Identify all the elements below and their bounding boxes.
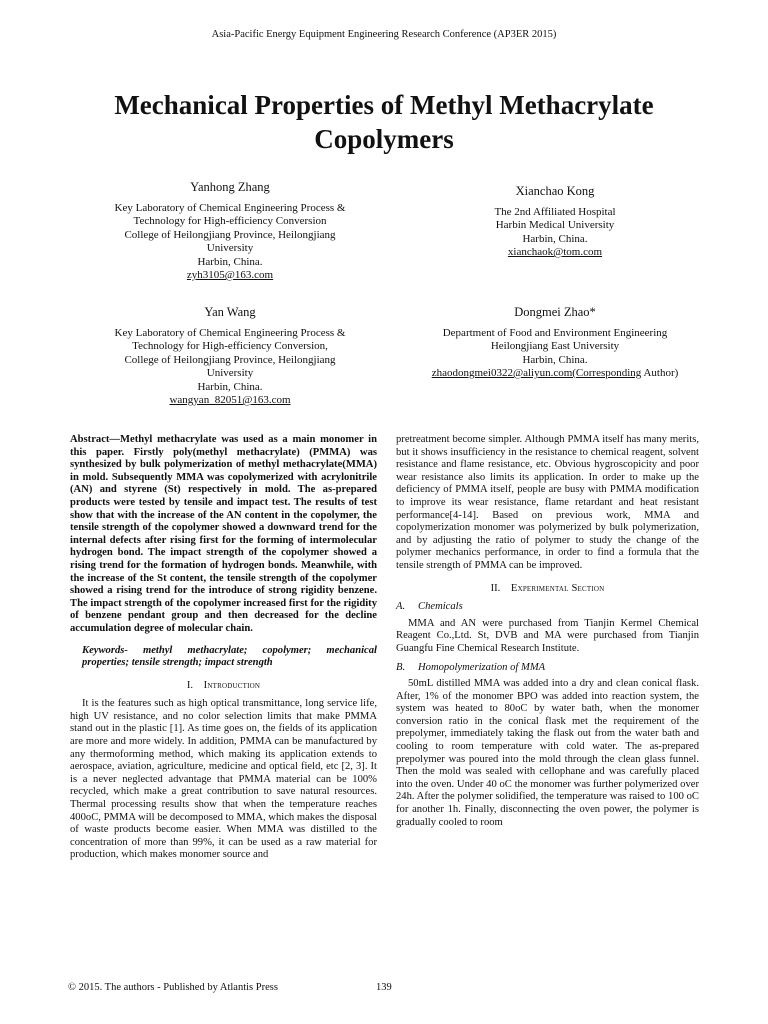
subsection-title: Homopolymerization of MMA (418, 661, 546, 673)
author-affiliation-line: Harbin Medical University (495, 219, 615, 231)
title-line-2: Copolymers (314, 124, 454, 154)
page-number: 139 (376, 982, 392, 993)
footer-copyright: © 2015. The authors - Published by Atlantis Press (68, 982, 278, 993)
introduction-continued-paragraph: pretreatment become simpler. Although PMMA itself has many merits, but it shows insufficiency in the resistance to chemical reagent, solvent resistance and flame resistance, etc. Obvious hygroscopicity and poor wear resistance also limits its application. In order to make up the deficiency of PMMA itself, people are busy with PMMA modification to improve its wear resistance, flame retardant and heat resistant performance[4-14]. Based on previous work, MMA and copolymerization monomer was polymerized by bulk polymerization, and by adjusting the ratio of polymer to study the change of the polymer mechanics performance, in order to find a formula that the tensile strength of PMMA can be improved. (396, 434, 699, 571)
left-column (70, 434, 377, 862)
author-affiliation-line: College of Heilongjiang Province, Heilongjiang (124, 353, 336, 366)
introduction-paragraph: It is the features such as high optical transmittance, long service life, high UV resistance, and no color selection limits that make PMMA stand out in the plastic [1]. As time goes on, the fields of its application are more and more widely. In addition, PMMA can be manufactured by any thermoforming method, which making its application extends to aerospace, aviation, agriculture, medicine and optical field, etc [2, 3]. It is a never neglected advantage that PMMA material can be 100% recycled, which make a great contribution to save natural resources. Thermal processing results show that when the temperature reaches 400oC, PMMA will be decomposed to MMA, which makes the disposal of waste products become easier. When MMA was distilled to the concentration of more than 99%, it can be used as a raw material for production, which makes monomer source and (70, 698, 377, 861)
section-title: Introduction (203, 679, 261, 691)
author-affiliation-line: University (206, 242, 254, 254)
author-email-link[interactable]: zyh3105@163.com (186, 269, 274, 281)
chemicals-paragraph: MMA and AN were purchased from Tianjin Kermel Chemical Reagent Co.,Ltd. St, DVB and MA were purchased from Tianjin Guangfu Fine Chemical Research Institute. (396, 617, 699, 654)
homopolymerization-paragraph: 50mL distilled MMA was added into a dry and clean conical flask. After, 1% of the monomer BPO was added into reaction system, the system was heated to 80oC by water bath, when the monomer conversion ratio in the conical flask met the requirement of the prepolymer, immediately taking the flask out from the water bath and cooling to room temperature with cold water. The as-prepared prepolymer was poured into the mold through the clean glass funnel. Then the mold was sealed with cellophane and was carefully placed into the oven. Under 40 oC the monomer was further polymerized over 24h. After the polymer solidified, the temperature was raised to 100 oC for another 1h. Finally, disconnecting the oven power, the polymer is gradually cooled to room (396, 678, 699, 828)
author-block-3 (60, 306, 400, 408)
author-name: Yan Wang (204, 305, 256, 319)
section-number: II. (490, 582, 501, 594)
subsection-number: B. (396, 661, 406, 673)
section-title: Experimental Section (510, 582, 605, 594)
author-name: Xianchao Kong (515, 184, 595, 198)
subsection-heading-homopolymerization (396, 662, 699, 675)
author-email-link[interactable]: xianchaok@tom.com (507, 246, 603, 258)
conference-header: Asia-Pacific Energy Equipment Engineering Research Conference (AP3ER 2015) (211, 29, 557, 40)
corresponding-author-note: Author) (641, 367, 679, 379)
keywords: Keywords- methyl methacrylate; copolymer; mechanical properties; tensile strength; impact strength (82, 644, 377, 669)
title-line-1: Mechanical Properties of Methyl Methacrylate (114, 90, 654, 120)
author-affiliation-line: Harbin, China. (522, 232, 588, 245)
author-affiliation-line: The 2nd Affiliated Hospital (494, 205, 616, 218)
author-affiliation-line: Harbin, China. (197, 255, 263, 268)
subsection-number: A. (396, 601, 406, 613)
abstract: Abstract—Methyl methacrylate was used as a main monomer in this paper. Firstly poly(methyl methacrylate) (PMMA) was synthesized by bulk polymerization of methyl methacrylate(MMA) in mold. Subsequently MMA was copolymerized with acrylonitrile (AN) and styrene (St) respectively in mold. The as-prepared products were tested by tensile and impact test. The results of test show that with the increase of the AN content in the copolymer, the tensile strength of the copolymer showed a downward trend for the internal defects after rising first for the forming of intermolecular hydrogen bond. The impact strength of the copolymer showed a rising trend for the formation of hydrogen bonds. Meanwhile, with the increase of the St content, the tensile strength of the copolymer showed a rising trend for the introduce of strong rigidity benzene. The impact strength of the copolymer increased first for the rigidity of benzene pendant group and then decreased for the decline accumulation degree of molecular chain. (70, 434, 377, 634)
right-column (396, 434, 699, 829)
author-affiliation-line: University (206, 367, 254, 379)
author-block-2 (400, 185, 710, 260)
author-email-link[interactable]: wangyan_82051@163.com (169, 394, 291, 406)
author-affiliation-line: College of Heilongjiang Province, Heilongjiang (124, 228, 336, 241)
author-email-link[interactable]: zhaodongmei0322@aliyun.com(Corresponding (431, 367, 642, 379)
section-heading-experimental (396, 583, 699, 596)
author-affiliation-line: Heilongjiang East University (490, 340, 620, 352)
subsection-title: Chemicals (418, 601, 463, 613)
paper-title (40, 88, 728, 156)
author-affiliation-line: Technology for High-efficiency Conversion (133, 215, 327, 227)
author-affiliation-line: Technology for High-efficiency Conversion, (132, 340, 328, 352)
author-name: Yanhong Zhang (190, 180, 270, 194)
author-name: Dongmei Zhao* (514, 305, 596, 319)
author-block-1 (60, 181, 400, 283)
author-block-4 (400, 306, 710, 381)
subsection-heading-chemicals (396, 601, 699, 614)
author-affiliation-line: Department of Food and Environment Engineering (442, 326, 668, 339)
author-affiliation-line: Harbin, China. (522, 353, 588, 366)
author-affiliation-line: Key Laboratory of Chemical Engineering Process & (114, 326, 346, 339)
section-heading-introduction (70, 680, 377, 693)
section-number: I. (186, 679, 194, 691)
author-affiliation-line: Harbin, China. (197, 380, 263, 393)
author-affiliation-line: Key Laboratory of Chemical Engineering Process & (114, 201, 346, 214)
